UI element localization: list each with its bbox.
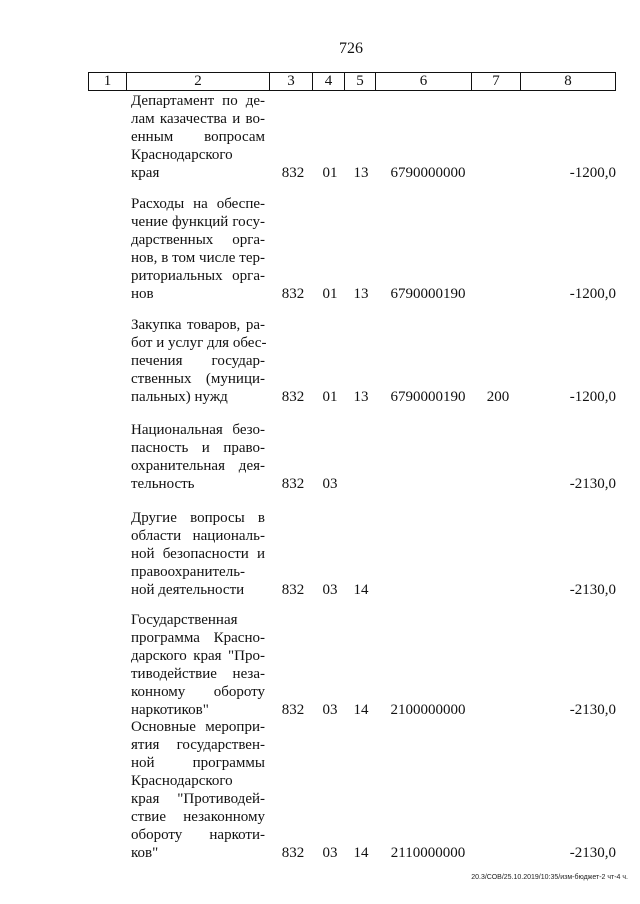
cell-c8: -2130,0 bbox=[569, 582, 616, 598]
description-line: Краснодарского bbox=[131, 773, 233, 789]
row-description bbox=[131, 195, 265, 303]
description-line: обороту наркоти- bbox=[131, 827, 265, 843]
table-header bbox=[88, 72, 616, 91]
description-line: ствие незаконному bbox=[131, 809, 265, 825]
description-line: ственных (муници- bbox=[131, 371, 265, 387]
description-line: лам казачества и во- bbox=[131, 111, 265, 127]
row-description bbox=[131, 316, 265, 406]
cell-c4: 03 bbox=[322, 845, 338, 861]
description-line: дарственных орга- bbox=[131, 232, 265, 248]
cell-c3: 832 bbox=[281, 476, 305, 492]
description-line: печения государ- bbox=[131, 353, 265, 369]
header-col-5: 5 bbox=[345, 73, 376, 90]
description-line: дарского края "Про- bbox=[131, 648, 265, 664]
description-line: правоохранитель- bbox=[131, 564, 246, 580]
description-line: Государственная bbox=[131, 612, 238, 628]
description-line: нов, в том числе тер- bbox=[131, 250, 265, 266]
cell-c3: 832 bbox=[281, 165, 305, 181]
description-line: конному обороту bbox=[131, 684, 265, 700]
cell-c5: 13 bbox=[353, 389, 369, 405]
description-line: Расходы на обеспе- bbox=[131, 196, 265, 212]
row-description bbox=[131, 611, 265, 719]
cell-c5: 13 bbox=[353, 286, 369, 302]
cell-c6: 6790000190 bbox=[390, 389, 466, 405]
page-number: 726 bbox=[339, 40, 363, 57]
cell-c8: -2130,0 bbox=[569, 702, 616, 718]
cell-c3: 832 bbox=[281, 702, 305, 718]
description-line: тиводействие неза- bbox=[131, 666, 265, 682]
cell-c5: 14 bbox=[353, 702, 369, 718]
description-line: Краснодарского bbox=[131, 147, 233, 163]
header-col-4: 4 bbox=[313, 73, 345, 90]
description-line: Департамент по де- bbox=[131, 93, 265, 109]
cell-c8: -1200,0 bbox=[569, 286, 616, 302]
row-description bbox=[131, 509, 265, 599]
cell-c3: 832 bbox=[281, 582, 305, 598]
cell-c8: -2130,0 bbox=[569, 476, 616, 492]
cell-c7: 200 bbox=[486, 389, 510, 405]
description-line: риториальных орга- bbox=[131, 268, 265, 284]
cell-c6: 6790000190 bbox=[390, 286, 466, 302]
header-col-8: 8 bbox=[521, 73, 616, 90]
cell-c5: 14 bbox=[353, 582, 369, 598]
cell-c8: -2130,0 bbox=[569, 845, 616, 861]
document-footer: 20.3/СОВ/25.10.2019/10:35/изм-бюджет-2 чт-4 ч. bbox=[471, 874, 628, 881]
description-line: ков" bbox=[131, 845, 159, 861]
description-line: программа Красно- bbox=[131, 630, 265, 646]
cell-c4: 03 bbox=[322, 476, 338, 492]
header-col-3: 3 bbox=[270, 73, 313, 90]
description-line: охранительная дея- bbox=[131, 458, 265, 474]
description-line: края bbox=[131, 165, 160, 181]
description-line: енным вопросам bbox=[131, 129, 265, 145]
header-col-1: 1 bbox=[88, 73, 127, 90]
description-line: Основные меропри- bbox=[131, 719, 265, 735]
description-line: Закупка товаров, ра- bbox=[131, 317, 265, 333]
cell-c8: -1200,0 bbox=[569, 389, 616, 405]
cell-c8: -1200,0 bbox=[569, 165, 616, 181]
description-line: ятия государствен- bbox=[131, 737, 265, 753]
cell-c4: 03 bbox=[322, 582, 338, 598]
cell-c3: 832 bbox=[281, 286, 305, 302]
description-line: области националь- bbox=[131, 528, 265, 544]
cell-c6: 2100000000 bbox=[390, 702, 466, 718]
description-line: наркотиков" bbox=[131, 702, 209, 718]
header-col-7: 7 bbox=[472, 73, 521, 90]
cell-c6: 2110000000 bbox=[390, 845, 466, 861]
description-line: Национальная безо- bbox=[131, 422, 265, 438]
description-line: ной безопасности и bbox=[131, 546, 265, 562]
description-line: пасность и право- bbox=[131, 440, 265, 456]
cell-c4: 03 bbox=[322, 702, 338, 718]
cell-c5: 13 bbox=[353, 165, 369, 181]
description-line: пальных) нужд bbox=[131, 389, 228, 405]
description-line: тельность bbox=[131, 476, 195, 492]
header-col-2: 2 bbox=[127, 73, 270, 90]
description-line: Другие вопросы в bbox=[131, 510, 265, 526]
cell-c4: 01 bbox=[322, 165, 338, 181]
cell-c4: 01 bbox=[322, 286, 338, 302]
cell-c6: 6790000000 bbox=[390, 165, 466, 181]
description-line: края "Противодей- bbox=[131, 791, 265, 807]
cell-c3: 832 bbox=[281, 845, 305, 861]
description-line: ной программы bbox=[131, 755, 265, 771]
row-description bbox=[131, 92, 265, 182]
description-line: ной деятельности bbox=[131, 582, 245, 598]
description-line: нов bbox=[131, 286, 154, 302]
row-description bbox=[131, 718, 265, 862]
header-col-6: 6 bbox=[376, 73, 472, 90]
description-line: бот и услуг для обес- bbox=[131, 335, 267, 351]
description-line: чение функций госу- bbox=[131, 214, 265, 230]
cell-c5: 14 bbox=[353, 845, 369, 861]
cell-c3: 832 bbox=[281, 389, 305, 405]
cell-c4: 01 bbox=[322, 389, 338, 405]
row-description bbox=[131, 421, 265, 493]
